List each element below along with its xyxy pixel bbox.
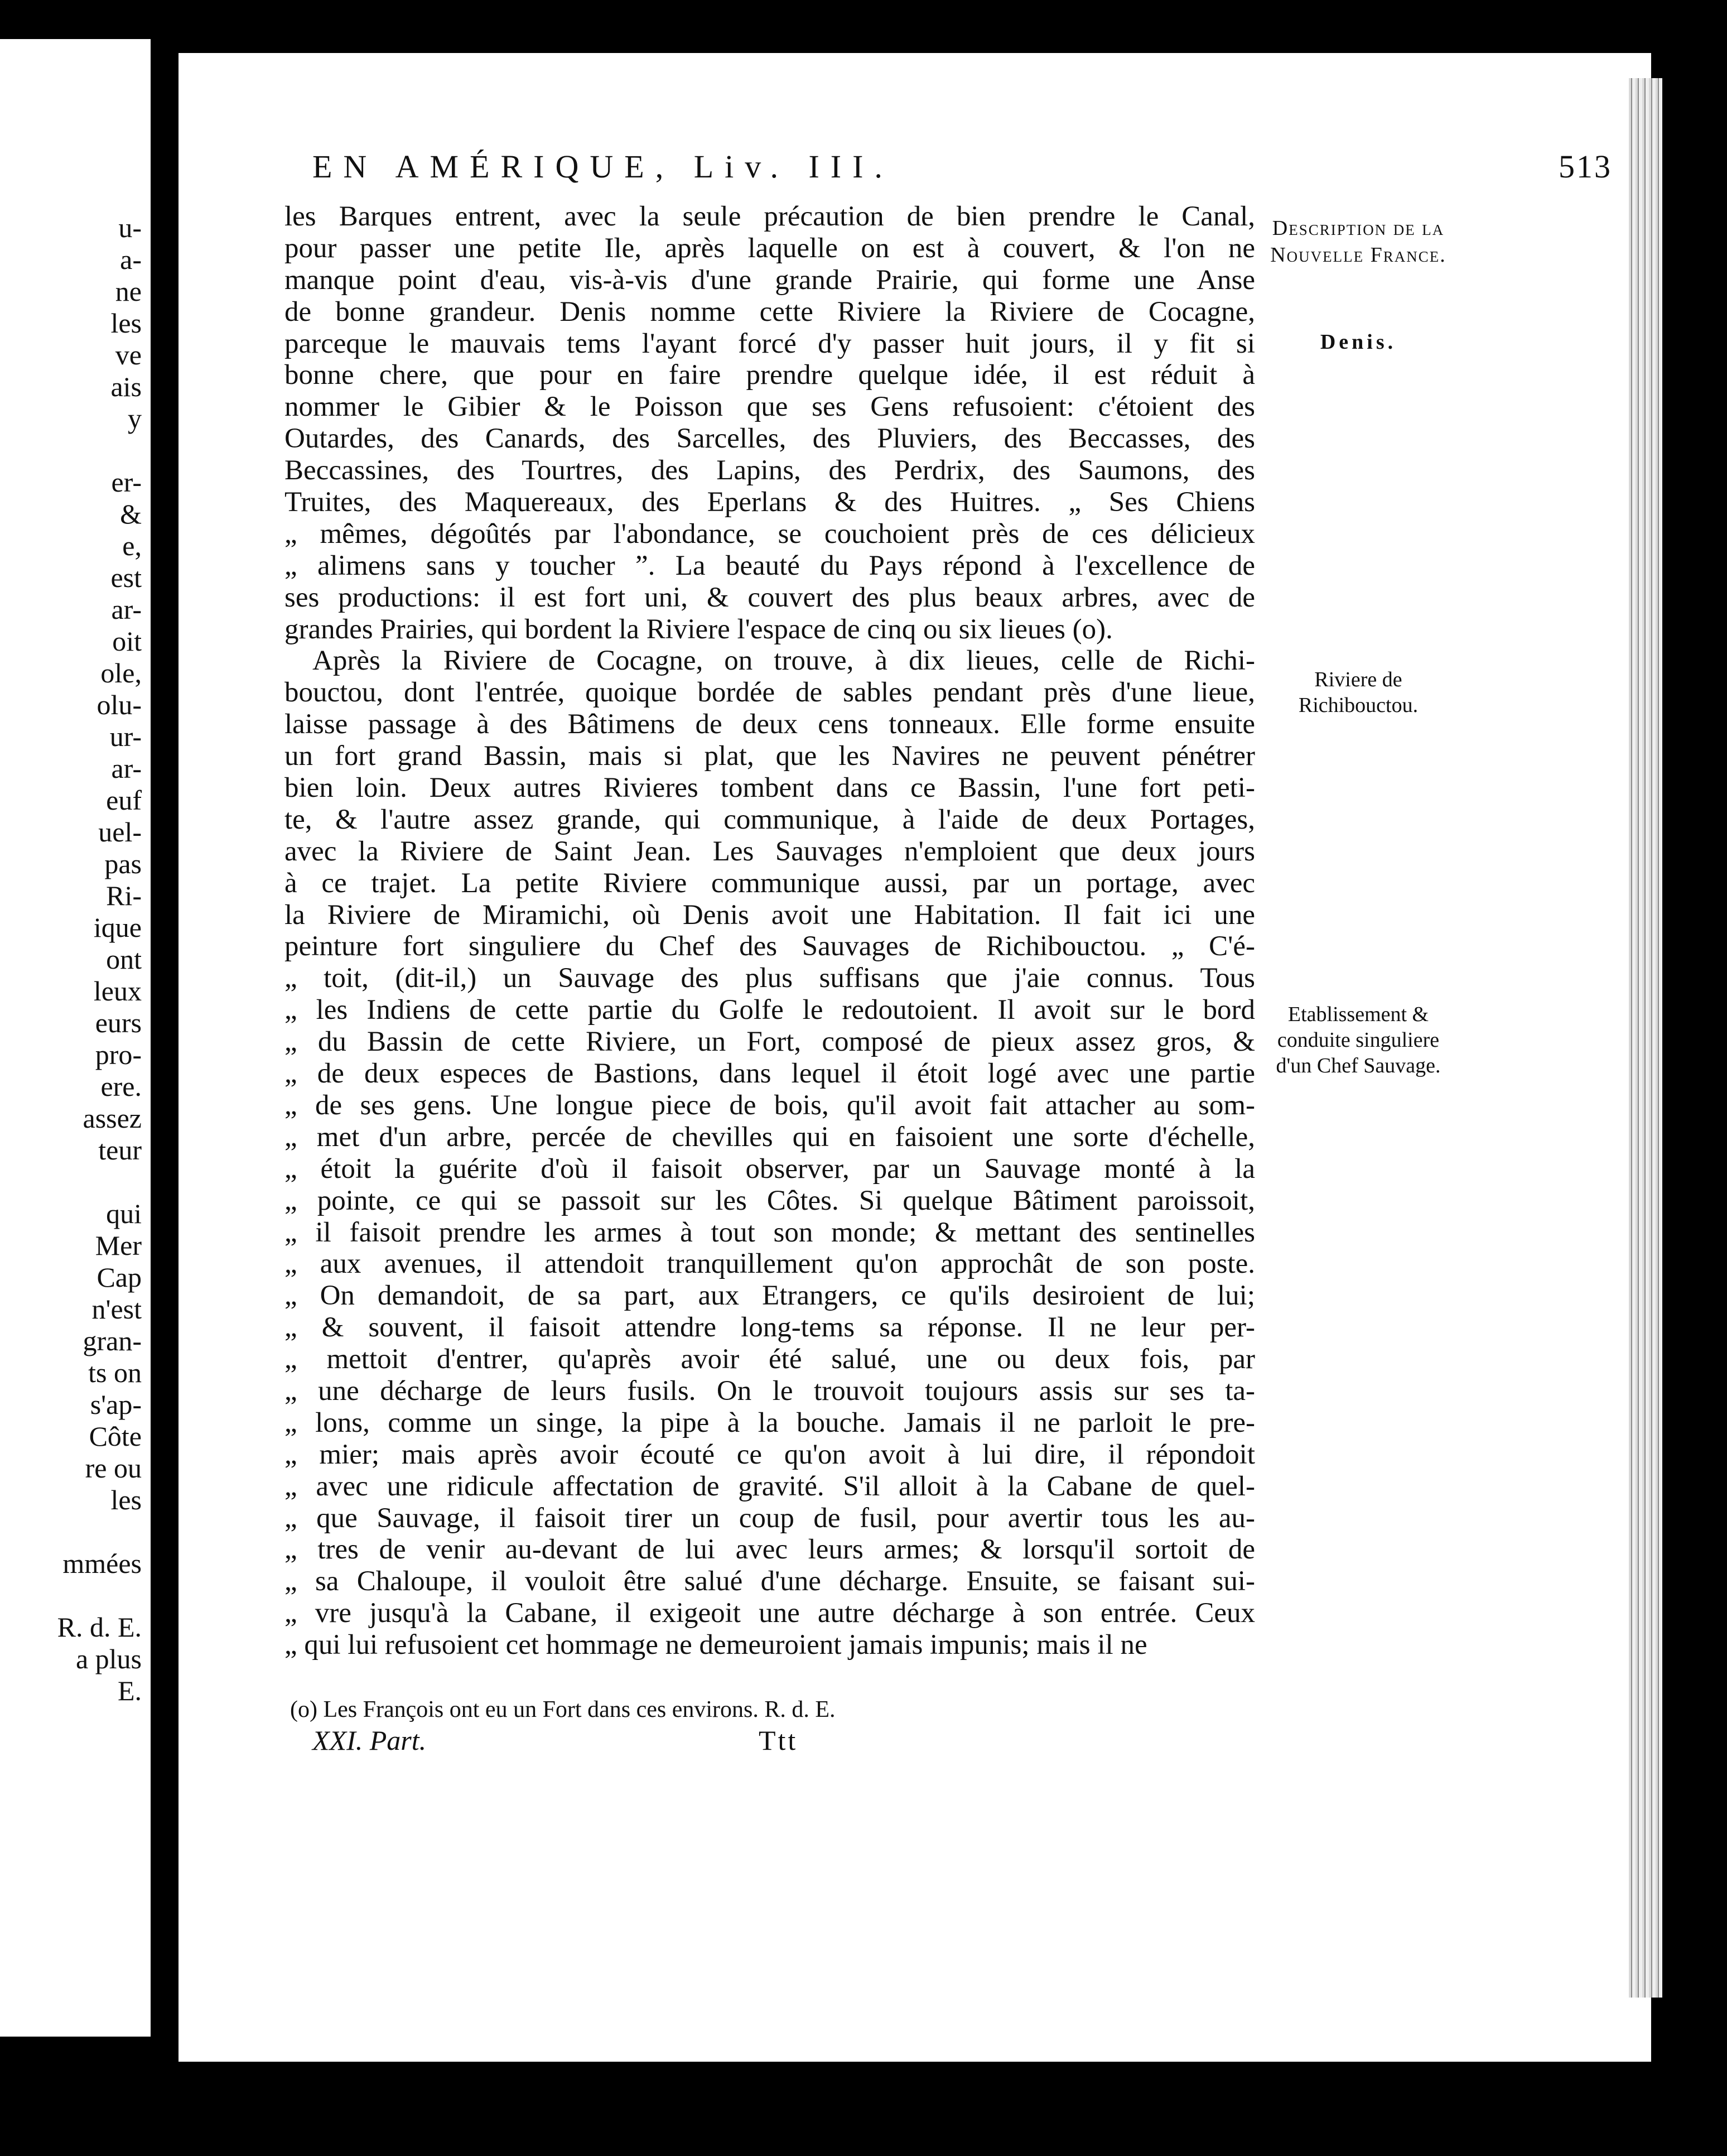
facing-page-fragment-line: n'est	[91, 1293, 142, 1325]
text-line: „ avec une ridicule affectation de gravité. S'il alloit à la Cabane de quel-	[284, 1470, 1255, 1502]
facing-page-fragment-line: uel-	[98, 816, 142, 848]
facing-page-fragment-line: Mer	[95, 1230, 142, 1261]
text-line: à ce trajet. La petite Riviere communique aussi, par un portage, avec	[284, 867, 1255, 899]
facing-page-fragment-line: re ou	[85, 1452, 142, 1484]
facing-page-fragment-line: teur	[98, 1134, 142, 1166]
facing-page-fragment-line: ais	[110, 371, 142, 402]
page-edge	[1629, 78, 1662, 1998]
facing-page-fragment-line: est	[110, 562, 142, 593]
facing-page-fragment-line: er-	[111, 466, 142, 498]
facing-page-fragment-line: E.	[117, 1675, 142, 1706]
text-line: bouctou, dont l'entrée, quoique bordée de sables pendant près d'une lieue,	[284, 677, 1255, 709]
text-line: les Barques entrent, avec la seule précaution de bien prendre le Canal,	[284, 201, 1255, 232]
facing-page-fragment-line: les	[110, 307, 142, 339]
facing-page-fragment-line: assez	[83, 1103, 142, 1134]
text-line: „ On demandoit, de sa part, aux Etrangers, ce qu'ils desiroient de lui;	[284, 1280, 1255, 1312]
margin-note-description: Description de la Nouvelle France.	[1270, 216, 1446, 267]
text-line: „ sa Chaloupe, il vouloit être salué d'une décharge. Ensuite, se faisant sui-	[284, 1566, 1255, 1597]
margin-note-author: Denis.	[1320, 330, 1397, 354]
facing-page-fragment-line: oit	[112, 625, 142, 657]
facing-page-fragment-line: eurs	[95, 1007, 142, 1038]
facing-page-fragment-line: ur-	[109, 721, 142, 752]
text-line: „ il faisoit prendre les armes à tout son monde; & mettant des sentinelles	[284, 1216, 1255, 1248]
facing-page-fragment-line: Cap	[97, 1262, 142, 1293]
facing-page-fragment-line: ont	[106, 944, 142, 975]
text-line: bien loin. Deux autres Rivieres tombent dans ce Bassin, l'une fort peti-	[284, 772, 1255, 804]
text-line: bonne chere, que pour en faire prendre quelque idée, il est réduit à	[284, 359, 1255, 391]
text-line: „ aux avenues, il attendoit tranquillement qu'on approchât de son poste.	[284, 1248, 1255, 1280]
facing-page-fragment-line: olu-	[97, 689, 142, 720]
text-line: „ mettoit d'entrer, qu'après avoir été salué, une ou deux fois, par	[284, 1344, 1255, 1375]
text-line: la Riviere de Miramichi, où Denis avoit une Habitation. Il fait ici une	[284, 899, 1255, 931]
facing-page-fragment-line: ve	[115, 339, 142, 370]
text-line: „ toit, (dit-il,) un Sauvage des plus suffisans que j'aie connus. Tous	[284, 963, 1255, 994]
running-head	[312, 148, 1612, 187]
text-line: nommer le Gibier & le Poisson que ses Gens refusoient: c'étoient des	[284, 391, 1255, 423]
facing-page-fragment-line: a plus	[75, 1643, 142, 1674]
facing-page-fragment-line: ne	[115, 276, 142, 307]
facing-page-fragment-line: s'ap-	[90, 1389, 142, 1420]
signature-mark: Ttt	[759, 1725, 798, 1756]
facing-page-fragment-line: Côte	[89, 1421, 142, 1452]
text-line: pour passer une petite Ile, après laquelle on est à couvert, & l'on ne	[284, 232, 1255, 264]
text-line: „ une décharge de leurs fusils. On le trouvoit toujours assis sur ses ta-	[284, 1375, 1255, 1407]
page-number: 513	[1559, 148, 1612, 185]
facing-page-fragment-line: ere.	[100, 1071, 142, 1102]
facing-page-fragment-line: R. d. E.	[57, 1611, 142, 1643]
footnote: (o) Les François ont eu un Fort dans ces environs. R. d. E.	[290, 1697, 836, 1722]
text-line: grandes Prairies, qui bordent la Riviere l'espace de cinq ou six lieues (o).	[284, 613, 1113, 645]
text-line: „ de ses gens. Une longue piece de bois, qu'il avoit fait attacher au som-	[284, 1089, 1255, 1121]
facing-page-fragment-line: u-	[118, 212, 142, 243]
facing-page-fragment-line: y	[128, 403, 142, 434]
facing-page-fragment-line: les	[110, 1484, 142, 1515]
facing-page-fragment-line: euf	[106, 785, 142, 816]
signature-line	[312, 1724, 798, 1756]
text-line: peinture fort singuliere du Chef des Sauvages de Richibouctou. „ C'é-	[284, 931, 1255, 963]
text-line: „ les Indiens de cette partie du Golfe le redoutoient. Il avoit sur le bord	[284, 994, 1255, 1026]
running-head-title: EN AMÉRIQUE, Liv. III.	[312, 148, 894, 185]
facing-page-fragment-line: ique	[93, 912, 142, 943]
facing-page-fragment-line: leux	[93, 975, 142, 1007]
facing-page-fragment-line: mmées	[62, 1548, 142, 1579]
facing-page-fragment-line: pas	[104, 848, 142, 879]
text-line: manque point d'eau, vis-à-vis d'une grande Prairie, qui forme une Anse	[284, 264, 1255, 296]
facing-page-fragment-line: gran-	[83, 1325, 142, 1356]
text-line: „ mier; mais après avoir écouté ce qu'on avoit à lui dire, il répondoit	[284, 1438, 1255, 1470]
text-line: „ du Bassin de cette Riviere, un Fort, composé de pieux assez gros, &	[284, 1026, 1255, 1058]
body-text	[284, 201, 1255, 1661]
facing-page-fragment-line: ar-	[111, 753, 142, 784]
facing-page-fragment-line: ar-	[111, 594, 142, 625]
text-line: Truites, des Maquereaux, des Eperlans & des Huitres. „ Ses Chiens	[284, 487, 1255, 518]
facing-page-fragment-line: ole,	[100, 657, 142, 689]
facing-page-fragment-line: Ri-	[106, 880, 142, 911]
text-line: „ que Sauvage, il faisoit tirer un coup de fusil, pour avertir tous les au-	[284, 1502, 1255, 1534]
text-line: Après la Riviere de Cocagne, on trouve, à dix lieues, celle de Richi-	[312, 645, 1255, 677]
text-line: un fort grand Bassin, mais si plat, que les Navires ne peuvent pénétrer	[284, 740, 1255, 772]
text-line: Outardes, des Canards, des Sarcelles, des Pluviers, des Beccasses, des	[284, 423, 1255, 455]
text-line: te, & l'autre assez grande, qui communique, à l'aide de deux Portages,	[284, 803, 1255, 835]
facing-page-fragment-line: pro-	[95, 1039, 142, 1070]
margin-note-etablissement: Etablissement & conduite singuliere d'un Chef Sauvage.	[1276, 1003, 1441, 1077]
facing-page-fragment-line: qui	[106, 1198, 142, 1229]
text-line: „ mêmes, dégoûtés par l'abondance, se couchoient près de ces délicieux	[284, 518, 1255, 550]
facing-page-fragment-line: e,	[122, 530, 142, 561]
text-line: ses productions: il est fort uni, & couvert des plus beaux arbres, avec de	[284, 581, 1255, 613]
text-line: „ pointe, ce qui se passoit sur les Côtes. Si quelque Bâtiment paroissoit,	[284, 1185, 1255, 1216]
facing-page-fragment-line: &	[120, 498, 142, 530]
text-line: „ vre jusqu'à la Cabane, il exigeoit une autre décharge à son entrée. Ceux	[284, 1597, 1255, 1629]
text-line: „ & souvent, il faisoit attendre long-tems sa réponse. Il ne leur per-	[284, 1312, 1255, 1344]
facing-page-fragment-line: a-	[120, 244, 142, 275]
text-line: „ alimens sans y toucher ”. La beauté du Pays répond à l'excellence de	[284, 550, 1255, 581]
text-line: „ qui lui refusoient cet hommage ne demeuroient jamais impunis; mais il ne	[284, 1629, 1147, 1661]
margin-note-riviere: Riviere de Richibouctou.	[1298, 668, 1419, 717]
text-line: de bonne grandeur. Denis nomme cette Riviere la Riviere de Cocagne,	[284, 296, 1255, 328]
text-line: Beccassines, des Tourtres, des Lapins, des Perdrix, des Saumons, des	[284, 455, 1255, 487]
text-line: parceque le mauvais tems l'ayant forcé d'y passer huit jours, il y fit si	[284, 328, 1255, 359]
text-line: „ lons, comme un singe, la pipe à la bouche. Jamais il ne parloit le pre-	[284, 1407, 1255, 1438]
text-line: „ étoit la guérite d'où il faisoit observer, par un Sauvage monté à la	[284, 1153, 1255, 1185]
part-label: XXI. Part.	[312, 1725, 427, 1756]
text-line: laisse passage à des Bâtimens de deux cens tonneaux. Elle forme ensuite	[284, 709, 1255, 740]
facing-page-fragment-line: ts on	[88, 1357, 142, 1388]
text-line: avec la Riviere de Saint Jean. Les Sauvages n'emploient que deux jours	[284, 835, 1255, 867]
facing-page-fragment	[0, 39, 151, 2037]
text-line: „ met d'un arbre, percée de chevilles qui en faisoient une sorte d'échelle,	[284, 1121, 1255, 1153]
text-line: „ de deux especes de Bastions, dans lequel il étoit logé avec une partie	[284, 1058, 1255, 1090]
text-line: „ tres de venir au-devant de lui avec leurs armes; & lorsqu'il sortoit de	[284, 1534, 1255, 1566]
